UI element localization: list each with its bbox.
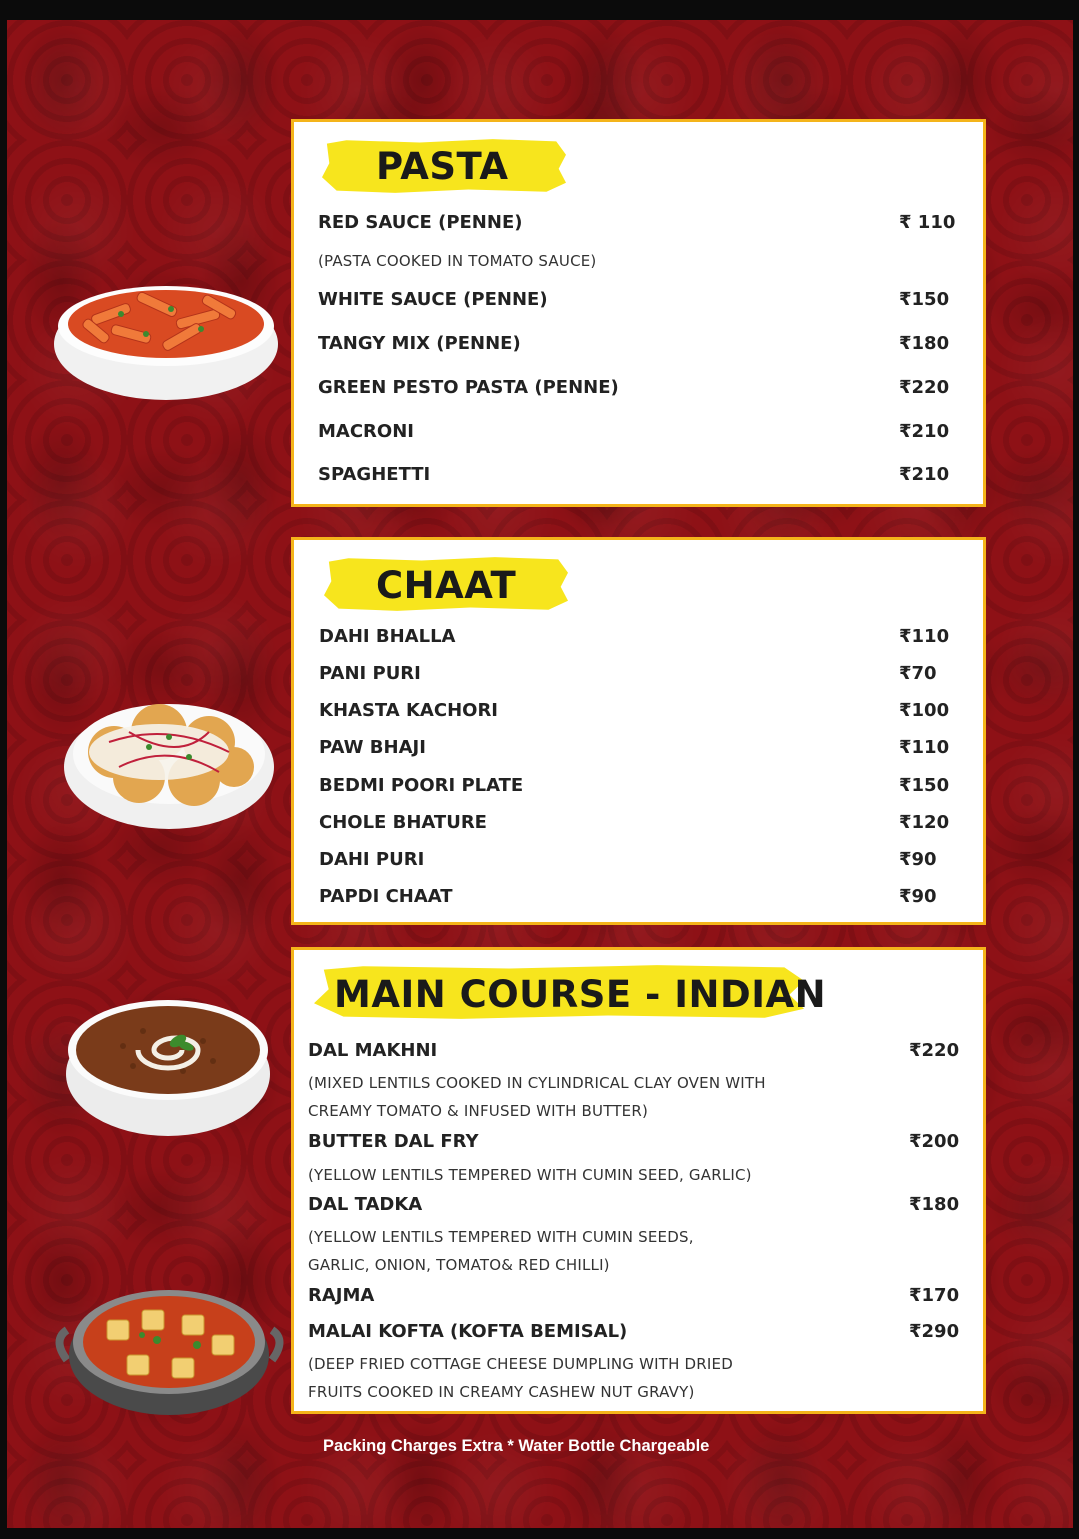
menu-item-name: SPAGHETTI bbox=[318, 464, 431, 485]
menu-item-description: (MIXED LENTILS COOKED IN CYLINDRICAL CLAY OVEN WITH bbox=[308, 1074, 766, 1092]
menu-item-price: ₹100 bbox=[899, 700, 950, 721]
menu-item-price: ₹90 bbox=[899, 849, 937, 870]
menu-item-price: ₹180 bbox=[909, 1194, 960, 1215]
menu-item-description: FRUITS COOKED IN CREAMY CASHEW NUT GRAVY) bbox=[308, 1383, 695, 1401]
menu-item-name: RAJMA bbox=[308, 1285, 375, 1306]
footer-note: Packing Charges Extra * Water Bottle Chargeable bbox=[323, 1437, 710, 1455]
menu-item-description: CREAMY TOMATO & INFUSED WITH BUTTER) bbox=[308, 1102, 649, 1120]
main-course-section bbox=[291, 947, 986, 1414]
menu-item-description: (PASTA COOKED IN TOMATO SAUCE) bbox=[318, 252, 597, 270]
menu-item-price: ₹180 bbox=[899, 333, 950, 354]
section-heading: CHAAT bbox=[376, 564, 517, 607]
menu-item-name: TANGY MIX (PENNE) bbox=[318, 333, 521, 354]
menu-item-description: GARLIC, ONION, TOMATO& RED CHILLI) bbox=[308, 1256, 610, 1274]
menu-item-description: (DEEP FRIED COTTAGE CHEESE DUMPLING WITH DRIED bbox=[308, 1355, 733, 1373]
menu-item-price: ₹70 bbox=[899, 663, 937, 684]
paneer-kadai-image bbox=[47, 1270, 292, 1420]
menu-item-price: ₹110 bbox=[899, 626, 950, 647]
menu-item-name: KHASTA KACHORI bbox=[319, 700, 498, 721]
section-heading: PASTA bbox=[376, 145, 509, 188]
menu-item-name: GREEN PESTO PASTA (PENNE) bbox=[318, 377, 619, 398]
pasta-bowl-image bbox=[51, 264, 281, 404]
menu-item-name: DAHI PURI bbox=[319, 849, 425, 870]
chaat-plate-image bbox=[59, 682, 279, 832]
menu-item-name: PANI PURI bbox=[319, 663, 421, 684]
menu-item-price: ₹210 bbox=[899, 421, 950, 442]
menu-item-price: ₹110 bbox=[899, 737, 950, 758]
menu-item-price: ₹120 bbox=[899, 812, 950, 833]
menu-item-price: ₹150 bbox=[899, 289, 950, 310]
menu-item-name: RED SAUCE (PENNE) bbox=[318, 212, 523, 233]
menu-item-price: ₹170 bbox=[909, 1285, 960, 1306]
section-heading: MAIN COURSE - INDIAN bbox=[334, 973, 827, 1016]
menu-item-name: MALAI KOFTA (KOFTA BEMISAL) bbox=[308, 1321, 628, 1342]
menu-item-price: ₹290 bbox=[909, 1321, 960, 1342]
menu-item-name: WHITE SAUCE (PENNE) bbox=[318, 289, 548, 310]
menu-item-price: ₹200 bbox=[909, 1131, 960, 1152]
menu-item-price: ₹220 bbox=[909, 1040, 960, 1061]
menu-item-name: PAW BHAJI bbox=[319, 737, 426, 758]
dal-makhni-bowl-image bbox=[63, 986, 273, 1136]
menu-item-description: (YELLOW LENTILS TEMPERED WITH CUMIN SEEDS, bbox=[308, 1228, 694, 1246]
menu-item-price: ₹220 bbox=[899, 377, 950, 398]
menu-item-price: ₹210 bbox=[899, 464, 950, 485]
menu-item-name: PAPDI CHAAT bbox=[319, 886, 453, 907]
menu-item-name: BEDMI POORI PLATE bbox=[319, 775, 524, 796]
menu-item-price: ₹150 bbox=[899, 775, 950, 796]
menu-item-price: ₹ 110 bbox=[899, 212, 956, 233]
pasta-section bbox=[291, 119, 986, 507]
menu-item-name: BUTTER DAL FRY bbox=[308, 1131, 479, 1152]
menu-item-name: CHOLE BHATURE bbox=[319, 812, 487, 833]
menu-item-name: DAL MAKHNI bbox=[308, 1040, 438, 1061]
menu-page bbox=[7, 20, 1073, 1528]
menu-item-name: DAL TADKA bbox=[308, 1194, 423, 1215]
menu-item-name: MACRONI bbox=[318, 421, 414, 442]
menu-item-description: (YELLOW LENTILS TEMPERED WITH CUMIN SEED, GARLIC) bbox=[308, 1166, 752, 1184]
menu-item-price: ₹90 bbox=[899, 886, 937, 907]
chaat-section bbox=[291, 537, 986, 925]
menu-item-name: DAHI BHALLA bbox=[319, 626, 456, 647]
